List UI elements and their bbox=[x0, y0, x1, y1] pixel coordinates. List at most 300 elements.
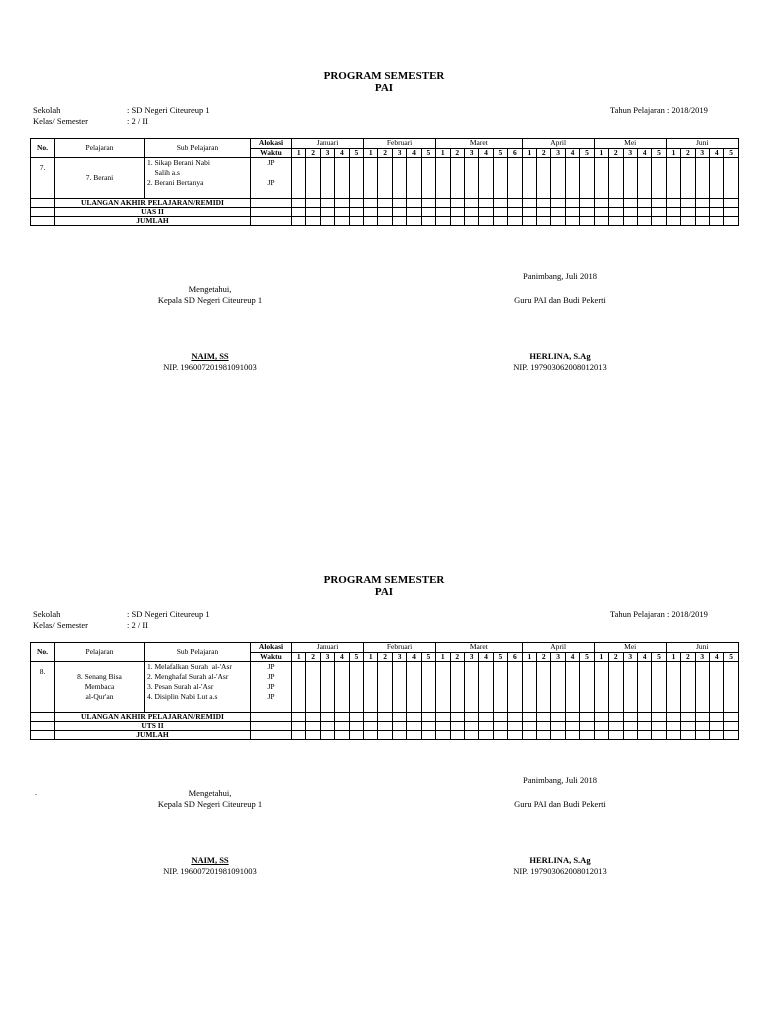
guru-label: Guru PAI dan Budi Pekerti bbox=[514, 799, 606, 809]
week-cell bbox=[479, 713, 493, 722]
sekolah-value: : SD Negeri Citeureup 1 bbox=[127, 105, 210, 115]
week-cell bbox=[421, 731, 435, 740]
week-cell bbox=[335, 662, 349, 713]
week-number: 4 bbox=[335, 652, 349, 662]
week-cell bbox=[666, 217, 680, 226]
week-cell bbox=[364, 158, 378, 199]
week-number: 2 bbox=[306, 652, 320, 662]
week-number: 5 bbox=[580, 148, 594, 158]
week-number: 3 bbox=[623, 148, 637, 158]
week-cell bbox=[349, 199, 363, 208]
week-cell bbox=[666, 722, 680, 731]
week-number: 6 bbox=[508, 652, 522, 662]
week-cell bbox=[508, 722, 522, 731]
week-cell bbox=[609, 199, 623, 208]
week-number: 4 bbox=[637, 652, 651, 662]
week-cell bbox=[464, 199, 478, 208]
week-cell bbox=[392, 199, 406, 208]
week-cell bbox=[695, 731, 709, 740]
header-alokasi: Alokasi bbox=[251, 643, 292, 653]
week-cell bbox=[565, 713, 579, 722]
week-cell bbox=[292, 662, 306, 713]
week-cell bbox=[580, 199, 594, 208]
summary-row bbox=[31, 199, 739, 208]
week-number: 2 bbox=[681, 652, 695, 662]
week-cell bbox=[320, 208, 334, 217]
week-cell bbox=[580, 731, 594, 740]
week-cell bbox=[537, 722, 551, 731]
week-cell bbox=[565, 217, 579, 226]
kepala-label: Kepala SD Negeri Citeureup 1 bbox=[157, 295, 263, 305]
week-cell bbox=[551, 158, 565, 199]
summary-row bbox=[31, 713, 739, 722]
header-pelajaran: Pelajaran bbox=[55, 139, 145, 158]
week-cell bbox=[479, 158, 493, 199]
week-cell bbox=[551, 208, 565, 217]
week-cell bbox=[450, 662, 464, 713]
header-pelajaran: Pelajaran bbox=[55, 643, 145, 662]
week-cell bbox=[724, 713, 738, 722]
week-cell bbox=[306, 731, 320, 740]
week-cell bbox=[652, 158, 666, 199]
signatory-left-nip: NIP. 196007201981091003 bbox=[163, 362, 257, 372]
lesson-pelajaran bbox=[55, 158, 145, 199]
week-cell bbox=[537, 208, 551, 217]
header-month: Juni bbox=[666, 643, 738, 653]
week-cell bbox=[320, 199, 334, 208]
week-number: 6 bbox=[508, 148, 522, 158]
week-cell bbox=[681, 662, 695, 713]
week-cell bbox=[349, 722, 363, 731]
week-cell bbox=[551, 199, 565, 208]
week-cell bbox=[623, 199, 637, 208]
week-cell bbox=[565, 199, 579, 208]
week-number: 1 bbox=[666, 652, 680, 662]
week-number: 2 bbox=[609, 148, 623, 158]
program-section-1 bbox=[0, 0, 768, 380]
jp-value: JP bbox=[267, 692, 275, 701]
week-cell bbox=[436, 662, 450, 713]
week-cell bbox=[306, 199, 320, 208]
header-sub-pelajaran: Sub Pelajaran bbox=[145, 643, 251, 662]
week-cell bbox=[609, 731, 623, 740]
week-cell bbox=[637, 217, 651, 226]
week-cell bbox=[623, 662, 637, 713]
week-number: 5 bbox=[493, 148, 507, 158]
week-cell bbox=[378, 662, 392, 713]
week-cell bbox=[450, 199, 464, 208]
week-cell bbox=[464, 208, 478, 217]
kelas-value: : 2 / II bbox=[127, 620, 149, 630]
header-month: Mei bbox=[594, 139, 666, 149]
program-title: PROGRAM SEMESTER bbox=[323, 70, 445, 82]
week-cell bbox=[349, 713, 363, 722]
week-cell bbox=[479, 662, 493, 713]
week-cell bbox=[479, 722, 493, 731]
week-cell bbox=[335, 158, 349, 199]
week-cell bbox=[522, 713, 536, 722]
summary-label: JUMLAH bbox=[55, 217, 251, 226]
summary-blank bbox=[31, 217, 55, 226]
week-cell bbox=[565, 662, 579, 713]
week-cell bbox=[594, 208, 608, 217]
week-number: 3 bbox=[551, 652, 565, 662]
week-cell bbox=[537, 217, 551, 226]
week-cell bbox=[378, 722, 392, 731]
week-cell bbox=[681, 199, 695, 208]
lesson-alokasi bbox=[251, 158, 292, 199]
program-subtitle: PAI bbox=[374, 586, 394, 598]
mengetahui-label: Mengetahui, bbox=[188, 788, 232, 798]
week-cell bbox=[623, 731, 637, 740]
jp-value: JP bbox=[267, 662, 275, 671]
week-cell bbox=[580, 713, 594, 722]
week-cell bbox=[594, 199, 608, 208]
week-cell bbox=[349, 731, 363, 740]
week-cell bbox=[551, 662, 565, 713]
week-cell bbox=[580, 722, 594, 731]
summary-row bbox=[31, 722, 739, 731]
week-cell bbox=[709, 731, 723, 740]
week-cell bbox=[709, 722, 723, 731]
week-cell bbox=[392, 722, 406, 731]
week-cell bbox=[695, 713, 709, 722]
week-cell bbox=[695, 199, 709, 208]
week-cell bbox=[349, 217, 363, 226]
jp-value bbox=[251, 168, 291, 178]
week-cell bbox=[464, 713, 478, 722]
week-cell bbox=[508, 731, 522, 740]
sub-pelajaran-item: 3. Pesan Surah al-'Asr bbox=[147, 682, 214, 691]
summary-label: ULANGAN AKHIR PELAJARAN/REMIDI bbox=[55, 713, 251, 722]
program-table bbox=[30, 138, 739, 226]
lesson-sub-list bbox=[145, 662, 251, 713]
sekolah-label: Sekolah bbox=[33, 609, 61, 619]
header-month: Januari bbox=[292, 643, 364, 653]
week-cell bbox=[378, 208, 392, 217]
summary-blank bbox=[31, 199, 55, 208]
header-alokasi: Alokasi bbox=[251, 139, 292, 149]
week-cell bbox=[652, 731, 666, 740]
week-number: 5 bbox=[652, 652, 666, 662]
week-cell bbox=[421, 158, 435, 199]
week-number: 5 bbox=[493, 652, 507, 662]
week-cell bbox=[609, 217, 623, 226]
summary-label: JUMLAH bbox=[55, 731, 251, 740]
sub-pelajaran-item: 2. Berani Bertanya bbox=[147, 178, 204, 187]
week-cell bbox=[392, 208, 406, 217]
header-month: Maret bbox=[436, 139, 523, 149]
week-cell bbox=[508, 158, 522, 199]
header-waktu: Waktu bbox=[251, 148, 292, 158]
week-cell bbox=[464, 722, 478, 731]
week-number: 2 bbox=[681, 148, 695, 158]
summary-row bbox=[31, 208, 739, 217]
week-number: 2 bbox=[378, 652, 392, 662]
week-cell bbox=[421, 217, 435, 226]
signatory-right-name: HERLINA, S.Ag bbox=[529, 855, 591, 865]
week-number: 4 bbox=[709, 148, 723, 158]
week-cell bbox=[623, 158, 637, 199]
week-number: 3 bbox=[464, 148, 478, 158]
program-section-2 bbox=[0, 504, 768, 884]
week-cell bbox=[320, 722, 334, 731]
lesson-row bbox=[31, 158, 739, 199]
week-number: 2 bbox=[378, 148, 392, 158]
week-cell bbox=[609, 662, 623, 713]
week-cell bbox=[320, 217, 334, 226]
week-cell bbox=[292, 158, 306, 199]
week-number: 1 bbox=[522, 148, 536, 158]
week-number: 1 bbox=[594, 148, 608, 158]
week-number: 1 bbox=[364, 148, 378, 158]
header-month: April bbox=[522, 139, 594, 149]
week-cell bbox=[436, 731, 450, 740]
header-row bbox=[31, 643, 739, 653]
jp-value: JP bbox=[267, 672, 275, 681]
summary-row bbox=[31, 731, 739, 740]
week-cell bbox=[378, 217, 392, 226]
sub-pelajaran-item: 1. Sikap Berani Nabi bbox=[147, 158, 210, 167]
week-cell bbox=[436, 199, 450, 208]
week-cell bbox=[609, 158, 623, 199]
tahun-pelajaran: Tahun Pelajaran : 2018/2019 bbox=[610, 105, 708, 115]
week-cell bbox=[450, 217, 464, 226]
week-cell bbox=[637, 713, 651, 722]
week-cell bbox=[378, 713, 392, 722]
week-cell bbox=[724, 208, 738, 217]
week-cell bbox=[306, 217, 320, 226]
week-number: 5 bbox=[421, 148, 435, 158]
week-cell bbox=[609, 722, 623, 731]
jp-value: JP bbox=[267, 682, 275, 691]
signatory-right-name: HERLINA, S.Ag bbox=[529, 351, 591, 361]
week-cell bbox=[695, 722, 709, 731]
week-cell bbox=[724, 199, 738, 208]
header-month: Februari bbox=[364, 139, 436, 149]
week-cell bbox=[681, 713, 695, 722]
header-month: Mei bbox=[594, 643, 666, 653]
week-number: 4 bbox=[407, 148, 421, 158]
lesson-pelajaran-line: 8. Senang Bisa bbox=[77, 672, 122, 681]
week-cell bbox=[666, 199, 680, 208]
sub-pelajaran-item: 4. Disiplin Nabi Lut a.s bbox=[147, 692, 218, 701]
week-number: 2 bbox=[450, 148, 464, 158]
week-cell bbox=[652, 217, 666, 226]
week-cell bbox=[349, 662, 363, 713]
week-cell bbox=[335, 731, 349, 740]
week-cell bbox=[537, 199, 551, 208]
week-cell bbox=[493, 713, 507, 722]
program-table bbox=[30, 642, 739, 740]
week-cell bbox=[565, 208, 579, 217]
week-cell bbox=[551, 731, 565, 740]
week-cell bbox=[407, 217, 421, 226]
week-cell bbox=[479, 731, 493, 740]
header-month: Juni bbox=[666, 139, 738, 149]
week-cell bbox=[407, 208, 421, 217]
week-cell bbox=[508, 713, 522, 722]
week-cell bbox=[407, 199, 421, 208]
week-cell bbox=[623, 722, 637, 731]
sub-pelajaran-item: Salih a.s bbox=[147, 168, 180, 177]
week-number: 1 bbox=[292, 148, 306, 158]
week-number: 2 bbox=[306, 148, 320, 158]
week-cell bbox=[537, 662, 551, 713]
week-cell bbox=[450, 208, 464, 217]
week-cell bbox=[695, 217, 709, 226]
week-cell bbox=[724, 722, 738, 731]
week-cell bbox=[637, 731, 651, 740]
lesson-pelajaran bbox=[55, 662, 145, 713]
week-number: 5 bbox=[349, 148, 363, 158]
kepala-label: Kepala SD Negeri Citeureup 1 bbox=[157, 799, 263, 809]
summary-label: ULANGAN AKHIR PELAJARAN/REMIDI bbox=[55, 199, 251, 208]
tahun-pelajaran: Tahun Pelajaran : 2018/2019 bbox=[610, 609, 708, 619]
week-number: 4 bbox=[709, 652, 723, 662]
week-cell bbox=[709, 199, 723, 208]
week-cell bbox=[681, 731, 695, 740]
week-cell bbox=[306, 722, 320, 731]
week-cell bbox=[637, 722, 651, 731]
guru-label: Guru PAI dan Budi Pekerti bbox=[514, 295, 606, 305]
week-cell bbox=[421, 722, 435, 731]
sub-pelajaran-item: 1. Melafalkan Surah al-'Asr bbox=[147, 662, 232, 671]
week-cell bbox=[724, 731, 738, 740]
jp-value: JP bbox=[267, 158, 275, 167]
week-cell bbox=[709, 158, 723, 199]
summary-alokasi bbox=[251, 713, 292, 722]
week-number: 5 bbox=[652, 148, 666, 158]
signatory-right-nip: NIP. 197903062008012013 bbox=[513, 362, 607, 372]
week-cell bbox=[364, 722, 378, 731]
header-no: No. bbox=[31, 139, 55, 158]
stray-dot: . bbox=[35, 788, 37, 797]
week-number: 4 bbox=[565, 148, 579, 158]
week-number: 4 bbox=[565, 652, 579, 662]
week-cell bbox=[637, 208, 651, 217]
week-cell bbox=[681, 208, 695, 217]
week-cell bbox=[666, 662, 680, 713]
week-number: 1 bbox=[666, 148, 680, 158]
week-cell bbox=[493, 662, 507, 713]
place-date: Panimbang, Juli 2018 bbox=[523, 271, 597, 281]
week-number: 3 bbox=[695, 652, 709, 662]
week-cell bbox=[594, 158, 608, 199]
header-month: Maret bbox=[436, 643, 523, 653]
signatory-left-nip: NIP. 196007201981091003 bbox=[163, 866, 257, 876]
week-cell bbox=[537, 158, 551, 199]
header-row bbox=[31, 139, 739, 149]
week-cell bbox=[652, 208, 666, 217]
week-cell bbox=[637, 158, 651, 199]
week-cell bbox=[320, 713, 334, 722]
week-cell bbox=[436, 713, 450, 722]
week-cell bbox=[421, 199, 435, 208]
week-number: 3 bbox=[392, 148, 406, 158]
header-waktu: Waktu bbox=[251, 652, 292, 662]
week-cell bbox=[407, 158, 421, 199]
week-number: 3 bbox=[320, 652, 334, 662]
week-cell bbox=[565, 158, 579, 199]
week-cell bbox=[364, 199, 378, 208]
week-cell bbox=[493, 722, 507, 731]
summary-blank bbox=[31, 722, 55, 731]
week-cell bbox=[594, 722, 608, 731]
summary-label: UTS II bbox=[55, 722, 251, 731]
week-cell bbox=[637, 662, 651, 713]
week-cell bbox=[522, 722, 536, 731]
week-cell bbox=[565, 722, 579, 731]
week-number: 2 bbox=[609, 652, 623, 662]
week-cell bbox=[421, 208, 435, 217]
lesson-number: 7. bbox=[31, 158, 55, 199]
summary-blank bbox=[31, 731, 55, 740]
week-cell bbox=[623, 217, 637, 226]
week-cell bbox=[349, 158, 363, 199]
week-cell bbox=[493, 731, 507, 740]
week-cell bbox=[580, 217, 594, 226]
week-number: 2 bbox=[537, 652, 551, 662]
week-cell bbox=[364, 662, 378, 713]
week-cell bbox=[681, 158, 695, 199]
week-cell bbox=[335, 208, 349, 217]
week-number: 5 bbox=[421, 652, 435, 662]
week-cell bbox=[666, 713, 680, 722]
kelas-label: Kelas/ Semester bbox=[33, 116, 88, 126]
week-cell bbox=[407, 731, 421, 740]
week-cell bbox=[364, 713, 378, 722]
signatory-left-name: NAIM, SS bbox=[191, 855, 229, 865]
week-cell bbox=[306, 158, 320, 199]
week-cell bbox=[479, 208, 493, 217]
kelas-value: : 2 / II bbox=[127, 116, 149, 126]
week-cell bbox=[493, 217, 507, 226]
mengetahui-label: Mengetahui, bbox=[188, 284, 232, 294]
summary-row bbox=[31, 217, 739, 226]
signatory-right-nip: NIP. 197903062008012013 bbox=[513, 866, 607, 876]
place-date: Panimbang, Juli 2018 bbox=[523, 775, 597, 785]
week-number: 3 bbox=[623, 652, 637, 662]
week-cell bbox=[652, 662, 666, 713]
week-cell bbox=[580, 208, 594, 217]
week-cell bbox=[407, 722, 421, 731]
week-cell bbox=[436, 217, 450, 226]
week-number: 4 bbox=[479, 652, 493, 662]
week-cell bbox=[364, 208, 378, 217]
lesson-pelajaran-line: Membaca bbox=[84, 682, 115, 691]
week-cell bbox=[594, 217, 608, 226]
week-number: 5 bbox=[580, 652, 594, 662]
week-cell bbox=[320, 731, 334, 740]
week-cell bbox=[709, 208, 723, 217]
header-month: Januari bbox=[292, 139, 364, 149]
week-cell bbox=[306, 713, 320, 722]
week-number: 4 bbox=[407, 652, 421, 662]
week-cell bbox=[508, 662, 522, 713]
summary-alokasi bbox=[251, 208, 292, 217]
week-cell bbox=[493, 199, 507, 208]
summary-alokasi bbox=[251, 199, 292, 208]
week-cell bbox=[594, 662, 608, 713]
summary-alokasi bbox=[251, 731, 292, 740]
week-cell bbox=[522, 662, 536, 713]
week-number: 5 bbox=[349, 652, 363, 662]
week-cell bbox=[335, 199, 349, 208]
sekolah-value: : SD Negeri Citeureup 1 bbox=[127, 609, 210, 619]
week-cell bbox=[551, 722, 565, 731]
week-cell bbox=[666, 158, 680, 199]
